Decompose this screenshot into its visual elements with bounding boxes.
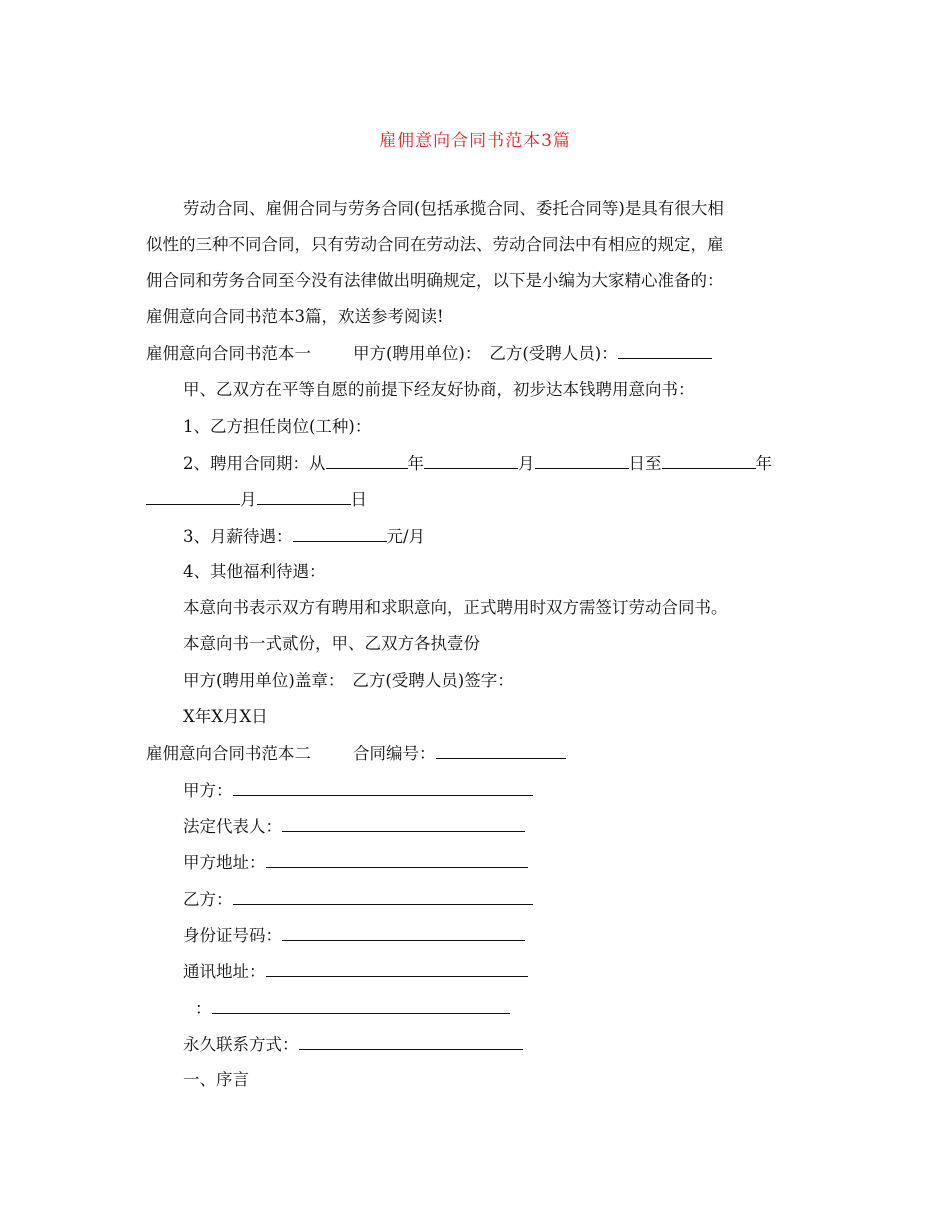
id-number-blank[interactable] xyxy=(282,925,525,941)
mail-address-blank[interactable] xyxy=(266,961,528,977)
field-label: ： xyxy=(195,999,212,1018)
field-mail-address xyxy=(183,961,528,982)
party-a-blank[interactable] xyxy=(233,780,533,796)
field-label: 甲方： xyxy=(183,781,233,800)
item-2-cont-line xyxy=(146,489,367,510)
sign-b-label: 乙方(受聘人员)签字： xyxy=(352,671,514,690)
intro-line-1: 劳动合同、雇佣合同与劳务合同(包括承揽合同、委托合同等)是具有很大相 xyxy=(183,199,724,218)
field-label: 身份证号码： xyxy=(183,926,282,945)
field-label: 乙方： xyxy=(183,890,233,909)
contract-no-label: 合同编号： xyxy=(353,744,436,763)
field-id-number xyxy=(183,925,525,946)
field-party-a xyxy=(183,780,533,801)
item-1: 1、乙方担任岗位(工种)： xyxy=(183,417,372,436)
field-label: 通讯地址： xyxy=(183,962,266,981)
section-preface: 一、序言 xyxy=(183,1070,249,1089)
item-2-label: 2、聘用合同期：从 xyxy=(183,454,326,473)
party-b-name-blank[interactable] xyxy=(233,889,533,905)
item-3-label: 3、月薪待遇： xyxy=(183,527,293,546)
start-year-blank[interactable] xyxy=(326,453,408,469)
end-month-blank[interactable] xyxy=(146,489,240,505)
item-2-line xyxy=(183,453,772,474)
month-label: 月 xyxy=(518,454,535,473)
field-legal-rep xyxy=(183,816,525,837)
party-b-label: 乙方(受聘人员)： xyxy=(489,344,618,363)
field-party-b xyxy=(183,889,533,910)
field-party-a-address xyxy=(183,852,528,873)
legal-rep-blank[interactable] xyxy=(282,816,525,832)
end-day-blank[interactable] xyxy=(257,489,351,505)
contract-no-blank[interactable] xyxy=(436,743,566,759)
party-a-label: 甲方(聘用单位)： xyxy=(353,344,482,363)
party-b-blank[interactable] xyxy=(618,343,712,359)
sample1-heading-line xyxy=(146,343,712,364)
unlabeled-blank[interactable] xyxy=(212,998,510,1014)
intro-line-2: 似性的三种不同合同，只有劳动合同在劳动法、劳动合同法中有相应的规定，雇 xyxy=(146,235,724,254)
sample2-heading-line xyxy=(146,743,566,764)
year-label: 年 xyxy=(407,454,424,473)
date-line: X年X月X日 xyxy=(183,707,268,726)
field-label: 永久联系方式： xyxy=(183,1035,299,1054)
item-4: 4、其他福利待遇： xyxy=(183,562,326,581)
field-permanent-contact xyxy=(183,1034,523,1055)
intro-line-4: 雇佣意向合同书范本3篇，欢送参考阅读! xyxy=(146,307,444,326)
start-day-blank[interactable] xyxy=(535,453,629,469)
sample1-heading: 雇佣意向合同书范本一 xyxy=(146,344,311,363)
month-label-2: 月 xyxy=(240,490,257,509)
agreement-line: 甲、乙双方在平等自愿的前提下经友好协商，初步达本钱聘用意向书： xyxy=(183,380,695,399)
salary-blank[interactable] xyxy=(293,526,387,542)
sample2-heading: 雇佣意向合同书范本二 xyxy=(146,744,311,763)
start-month-blank[interactable] xyxy=(424,453,518,469)
copies-line: 本意向书一式贰份，甲、乙双方各执壹份 xyxy=(183,634,480,653)
salary-unit: 元/月 xyxy=(386,527,426,546)
day-to-label: 日至 xyxy=(628,454,662,473)
year-label-2: 年 xyxy=(755,454,772,473)
statement-line: 本意向书表示双方有聘用和求职意向，正式聘用时双方需签订劳动合同书。 xyxy=(183,598,728,617)
field-label: 甲方地址： xyxy=(183,853,266,872)
permanent-contact-blank[interactable] xyxy=(299,1034,523,1050)
item-3-line xyxy=(183,526,425,547)
seal-a-label: 甲方(聘用单位)盖章： xyxy=(183,671,345,690)
signature-line xyxy=(183,671,514,691)
document-title: 雇佣意向合同书范本3篇 xyxy=(379,131,571,151)
field-label: 法定代表人： xyxy=(183,817,282,836)
end-year-blank[interactable] xyxy=(662,453,756,469)
day-label: 日 xyxy=(350,490,367,509)
party-a-address-blank[interactable] xyxy=(266,852,528,868)
field-unlabeled xyxy=(195,998,510,1019)
intro-line-3: 佣合同和劳务合同至今没有法律做出明确规定，以下是小编为大家精心准备的： xyxy=(146,271,724,290)
